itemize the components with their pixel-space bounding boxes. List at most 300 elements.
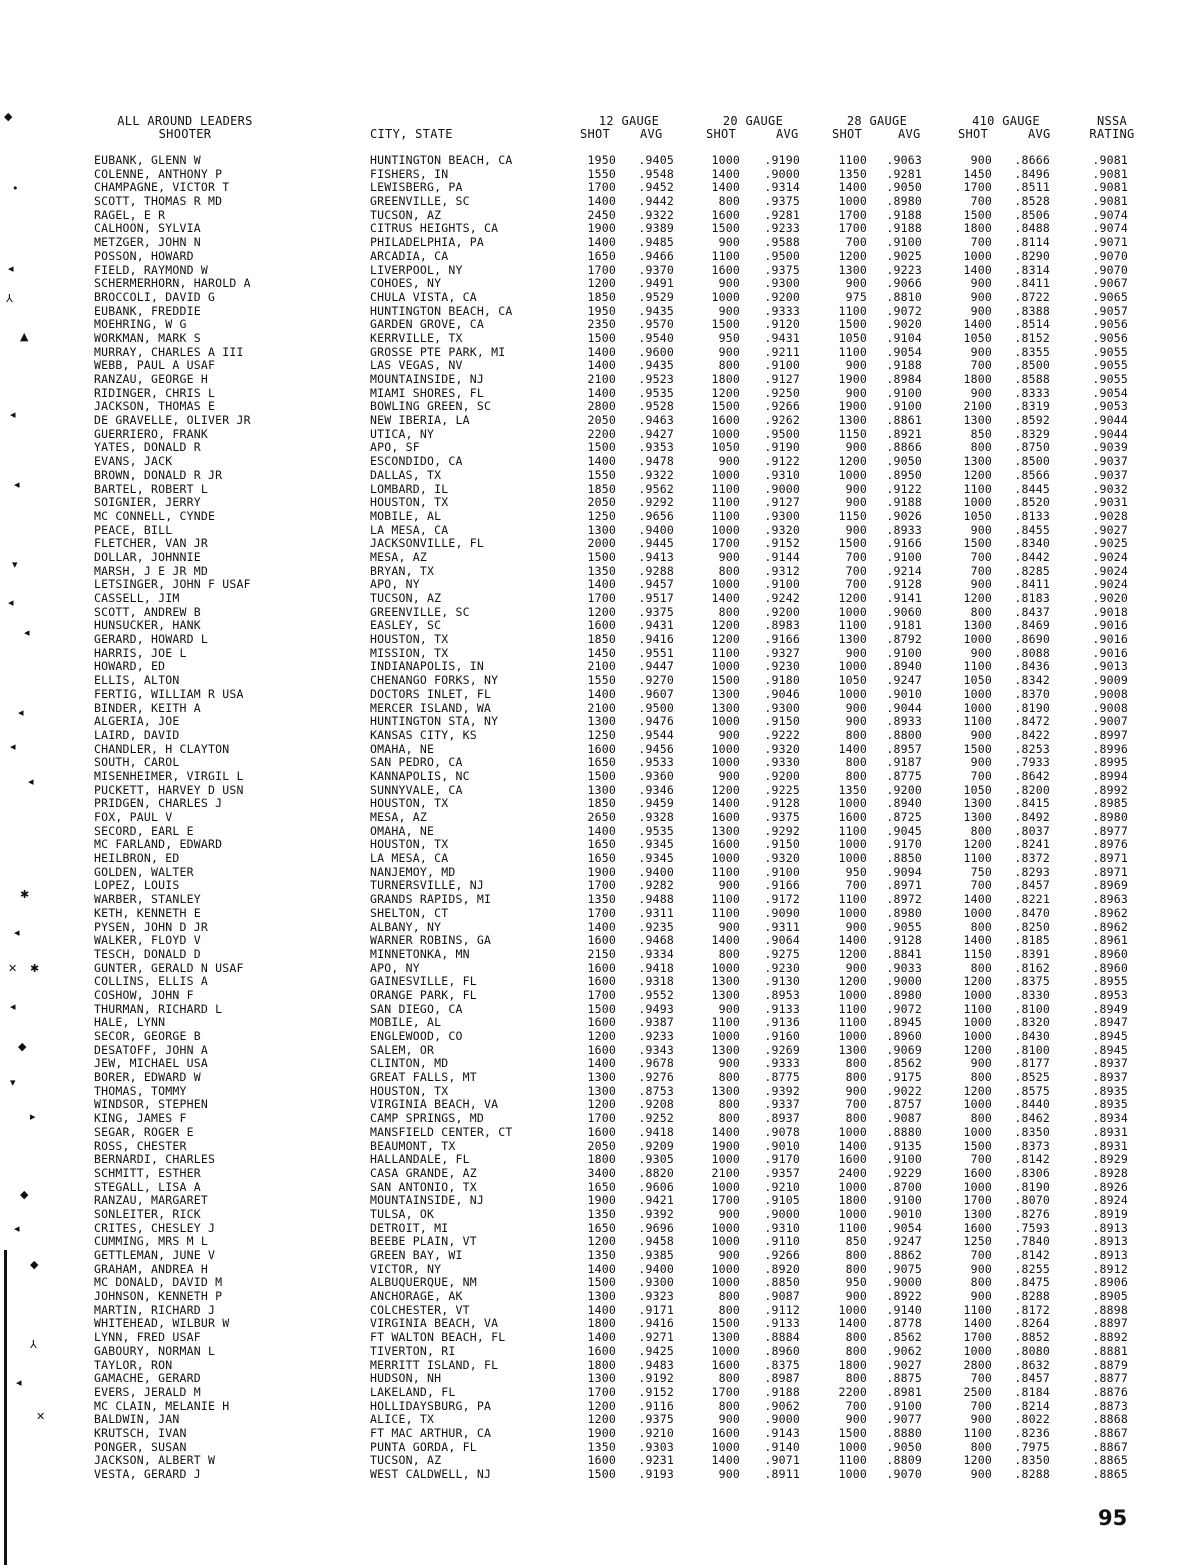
nssa-rating: .9028 (1092, 508, 1128, 523)
gauge-410-avg: .8469 (1014, 618, 1050, 633)
gauge-410-avg: .7593 (1014, 1220, 1050, 1235)
gauge-12-shot: 1700 (587, 591, 616, 605)
shooter-name: WEBB, PAUL A USAF (94, 358, 216, 373)
margin-mark: ⅄ (30, 1338, 37, 1351)
gauge-28-avg: .9188 (886, 221, 922, 236)
gauge-12-shot: 1400 (587, 194, 616, 209)
city-state: ORANGE PARK, FL (370, 987, 477, 1002)
gauge-28-avg: .8562 (886, 1330, 922, 1345)
gauge-12-avg: .9483 (638, 1357, 674, 1372)
nssa-rating: .9024 (1092, 549, 1128, 564)
gauge-20-shot: 1300 (711, 1042, 740, 1057)
gauge-28-avg: .9104 (886, 330, 922, 345)
nssa-rating: .9039 (1092, 440, 1128, 455)
gauge-12-avg: .9435 (638, 303, 674, 318)
gauge-28-avg: .9100 (886, 645, 922, 660)
gauge-12-shot: 1300 (587, 1070, 616, 1085)
table-row (0, 688, 1200, 702)
gauge-28-shot: 1000 (838, 686, 867, 701)
gauge-28-shot: 800 (845, 1371, 867, 1386)
gauge-28-avg: .9247 (886, 1234, 922, 1249)
gauge-12-avg: .9478 (638, 454, 674, 469)
gauge-28-shot: 1100 (838, 618, 867, 633)
gauge-28-avg: .8866 (886, 440, 922, 455)
table-row (0, 852, 1200, 866)
margin-mark: ◂ (14, 478, 20, 491)
gauge-20-shot: 1700 (711, 1193, 740, 1208)
shooter-name: ELLIS, ALTON (94, 673, 180, 688)
gauge-410-avg: .8329 (1014, 426, 1050, 441)
gauge-12-shot: 1850 (587, 632, 616, 647)
table-row (0, 168, 1200, 182)
table-row (0, 1016, 1200, 1030)
table-row (0, 1263, 1200, 1277)
gauge-28-avg: .9050 (886, 454, 922, 469)
gauge-20-shot: 1300 (711, 987, 740, 1002)
gauge-12-avg: .9463 (638, 413, 674, 428)
gauge-28-avg: .9072 (886, 1001, 922, 1016)
table-row (0, 1454, 1200, 1468)
gauge-20-shot: 1100 (711, 645, 740, 660)
gauge-410-shot: 700 (970, 1152, 992, 1167)
gauge-28-avg: .8980 (886, 194, 922, 209)
gauge-410-avg: .8200 (1014, 782, 1050, 797)
gauge-20-avg: .9320 (764, 741, 800, 756)
gauge-12-avg: .9328 (638, 810, 674, 824)
table-row (0, 989, 1200, 1003)
table-row (0, 1044, 1200, 1058)
gauge-410-shot: 1700 (963, 1193, 992, 1208)
city-state: CHULA VISTA, CA (370, 289, 477, 304)
city-state: NANJEMOY, MD (370, 864, 456, 879)
gauge-410-shot: 700 (970, 194, 992, 209)
city-state: ARCADIA, CA (370, 248, 449, 263)
gauge-20-avg: .9127 (764, 495, 800, 510)
gauge-410-avg: .8221 (1014, 892, 1050, 907)
gauge-12-avg: .9529 (638, 289, 674, 304)
nssa-rating: .8873 (1092, 1398, 1128, 1413)
table-row (0, 565, 1200, 579)
gauge-410-shot: 1300 (963, 618, 992, 633)
shooter-name: KETH, KENNETH E (94, 905, 201, 920)
gauge-28-shot: 1700 (838, 221, 867, 236)
gauge-28-shot: 1100 (838, 1220, 867, 1235)
city-state: ENGLEWOOD, CO (370, 1029, 463, 1043)
gauge-28-avg: .9069 (886, 1042, 922, 1057)
gauge-410-shot: 700 (970, 768, 992, 783)
gauge-410-shot: 1000 (963, 905, 992, 920)
gauge-410-avg: .8355 (1014, 344, 1050, 359)
gauge-28-avg: .8810 (886, 289, 922, 304)
column-header-12-shot: SHOT (580, 127, 611, 141)
shooter-name: FOX, PAUL V (94, 810, 173, 824)
gauge-410-shot: 1100 (963, 659, 992, 674)
gauge-20-avg: .9071 (764, 1453, 800, 1468)
gauge-20-avg: .9172 (764, 892, 800, 907)
nssa-rating: .8865 (1092, 1453, 1128, 1468)
column-header-20-gauge: 20 GAUGE (722, 114, 784, 128)
table-row (0, 1003, 1200, 1017)
gauge-12-avg: .9400 (638, 522, 674, 537)
gauge-410-avg: .8488 (1014, 221, 1050, 236)
nssa-rating: .9055 (1092, 358, 1128, 373)
shooter-name: CHAMPAGNE, VICTOR T (94, 180, 230, 195)
gauge-28-avg: .9063 (886, 153, 922, 167)
gauge-12-shot: 1350 (587, 892, 616, 907)
gauge-12-shot: 1300 (587, 714, 616, 729)
shooter-name: SEGAR, ROGER E (94, 1124, 194, 1139)
shooter-name: RANZAU, MARGARET (94, 1193, 208, 1208)
gauge-12-avg: .9456 (638, 741, 674, 756)
gauge-28-shot: 1050 (838, 330, 867, 345)
gauge-410-avg: .8152 (1014, 330, 1050, 345)
gauge-410-shot: 1300 (963, 413, 992, 428)
nssa-rating: .8992 (1092, 782, 1128, 797)
gauge-12-shot: 2000 (587, 536, 616, 551)
gauge-410-avg: .8253 (1014, 741, 1050, 756)
table-row (0, 647, 1200, 661)
gauge-28-avg: .9223 (886, 262, 922, 277)
city-state: MOUNTAINSIDE, NJ (370, 372, 484, 386)
gauge-410-avg: .8475 (1014, 1275, 1050, 1290)
table-row (0, 1235, 1200, 1249)
gauge-28-avg: .8972 (886, 892, 922, 907)
gauge-20-avg: .9327 (764, 645, 800, 660)
gauge-12-shot: 1650 (587, 851, 616, 866)
table-row (0, 1153, 1200, 1167)
gauge-410-shot: 1000 (963, 248, 992, 263)
table-row (0, 1290, 1200, 1304)
gauge-410-avg: .8457 (1014, 1371, 1050, 1386)
gauge-12-shot: 1500 (587, 768, 616, 783)
gauge-28-shot: 1000 (838, 1206, 867, 1221)
gauge-20-avg: .9375 (764, 810, 800, 824)
gauge-28-shot: 1400 (838, 741, 867, 756)
gauge-28-shot: 900 (845, 385, 867, 400)
nssa-rating: .9044 (1092, 426, 1128, 441)
shooter-name: COLENNE, ANTHONY P (94, 166, 223, 181)
shooter-name: EVERS, JERALD M (94, 1384, 201, 1399)
gauge-20-shot: 900 (718, 1248, 740, 1262)
gauge-28-shot: 1100 (838, 344, 867, 359)
table-row (0, 606, 1200, 620)
nssa-rating: .8934 (1092, 1111, 1128, 1126)
shooter-name: LETSINGER, JOHN F USAF (94, 577, 251, 592)
gauge-12-avg: .9385 (638, 1248, 674, 1262)
table-row (0, 441, 1200, 455)
gauge-12-avg: .9431 (638, 618, 674, 633)
gauge-28-avg: .9055 (886, 919, 922, 934)
gauge-20-avg: .9200 (764, 768, 800, 783)
gauge-20-shot: 1000 (711, 714, 740, 729)
gauge-12-shot: 1400 (587, 385, 616, 400)
gauge-20-shot: 1500 (711, 317, 740, 332)
gauge-20-avg: .9136 (764, 1015, 800, 1030)
gauge-410-shot: 1000 (963, 1179, 992, 1194)
gauge-20-avg: .9337 (764, 1097, 800, 1112)
gauge-28-avg: .8562 (886, 1056, 922, 1071)
gauge-20-shot: 1500 (711, 399, 740, 414)
gauge-12-avg: .9418 (638, 1124, 674, 1139)
gauge-20-shot: 1000 (711, 741, 740, 756)
nssa-rating: .9070 (1092, 248, 1128, 263)
gauge-12-shot: 1600 (587, 1124, 616, 1139)
gauge-28-shot: 900 (845, 440, 867, 455)
gauge-20-shot: 800 (718, 604, 740, 619)
gauge-20-avg: .9266 (764, 399, 800, 414)
city-state: DETROIT, MI (370, 1220, 449, 1235)
gauge-20-avg: .9275 (764, 946, 800, 961)
table-row (0, 934, 1200, 948)
gauge-12-avg: .9152 (638, 1384, 674, 1399)
gauge-20-avg: .8953 (764, 987, 800, 1002)
gauge-20-shot: 1000 (711, 1152, 740, 1167)
shooter-name: HARRIS, JOE L (94, 645, 187, 660)
gauge-20-avg: .9311 (764, 919, 800, 934)
gauge-12-shot: 1700 (587, 1384, 616, 1399)
gauge-410-avg: .8472 (1014, 714, 1050, 729)
gauge-12-shot: 2350 (587, 317, 616, 332)
gauge-12-avg: .9370 (638, 262, 674, 277)
gauge-20-avg: .9062 (764, 1398, 800, 1413)
gauge-410-shot: 800 (970, 919, 992, 934)
table-row (0, 907, 1200, 921)
gauge-28-shot: 1200 (838, 974, 867, 989)
table-row (0, 756, 1200, 770)
shooter-name: GERARD, HOWARD L (94, 632, 208, 647)
table-row (0, 893, 1200, 907)
gauge-20-avg: .9010 (764, 1138, 800, 1153)
gauge-12-shot: 1400 (587, 1261, 616, 1276)
gauge-28-shot: 1000 (838, 604, 867, 619)
gauge-410-avg: .8100 (1014, 1001, 1050, 1016)
nssa-rating: .8969 (1092, 878, 1128, 893)
gauge-20-shot: 1000 (711, 1261, 740, 1276)
gauge-20-avg: .8775 (764, 1070, 800, 1085)
city-state: TUCSON, AZ (370, 591, 442, 605)
city-state: HOUSTON, TX (370, 837, 449, 852)
gauge-20-shot: 1100 (711, 892, 740, 907)
table-row (0, 592, 1200, 606)
table-row (0, 250, 1200, 264)
margin-mark: ◂ (10, 408, 16, 421)
city-state: SUNNYVALE, CA (370, 782, 463, 797)
gauge-410-shot: 1150 (963, 946, 992, 961)
shooter-name: CUMMING, MRS M L (94, 1234, 208, 1249)
gauge-12-shot: 1400 (587, 454, 616, 469)
gauge-28-avg: .9100 (886, 235, 922, 250)
shooter-name: WALKER, FLOYD V (94, 933, 201, 948)
gauge-410-avg: .8588 (1014, 372, 1050, 386)
gauge-12-avg: .9400 (638, 864, 674, 879)
shooter-name: SCOTT, ANDREW B (94, 604, 201, 619)
column-header-shooter: SHOOTER (158, 127, 212, 141)
nssa-rating: .9081 (1092, 153, 1128, 167)
gauge-20-shot: 1500 (711, 673, 740, 688)
nssa-rating: .8980 (1092, 810, 1128, 824)
gauge-28-shot: 1000 (838, 659, 867, 674)
gauge-28-shot: 1900 (838, 372, 867, 386)
gauge-12-shot: 1400 (587, 235, 616, 250)
gauge-20-avg: .9310 (764, 467, 800, 482)
city-state: OMAHA, NE (370, 823, 435, 838)
table-row (0, 400, 1200, 414)
gauge-410-shot: 900 (970, 385, 992, 400)
gauge-12-avg: .9209 (638, 1138, 674, 1153)
gauge-20-shot: 800 (718, 1371, 740, 1386)
gauge-410-shot: 900 (970, 577, 992, 592)
gauge-12-shot: 2050 (587, 495, 616, 510)
nssa-rating: .8913 (1092, 1220, 1128, 1235)
table-row (0, 1126, 1200, 1140)
gauge-20-shot: 1400 (711, 933, 740, 948)
gauge-12-avg: .9418 (638, 960, 674, 975)
city-state: GARDEN GROVE, CA (370, 317, 484, 332)
shooter-name: EUBANK, GLENN W (94, 153, 201, 167)
shooter-name: SECORD, EARL E (94, 823, 194, 838)
gauge-12-avg: .9442 (638, 194, 674, 209)
shooter-name: RAGEL, E R (94, 207, 166, 222)
city-state: APO, NY (370, 577, 420, 592)
gauge-20-shot: 900 (718, 1056, 740, 1071)
gauge-12-shot: 1900 (587, 864, 616, 879)
table-row (0, 236, 1200, 250)
gauge-12-avg: .9413 (638, 549, 674, 564)
gauge-410-shot: 1300 (963, 454, 992, 469)
gauge-20-shot: 1800 (711, 372, 740, 386)
gauge-28-shot: 1000 (838, 1029, 867, 1043)
gauge-410-avg: .8492 (1014, 810, 1050, 824)
gauge-20-avg: .9122 (764, 454, 800, 469)
nssa-rating: .9027 (1092, 522, 1128, 537)
gauge-28-avg: .9141 (886, 591, 922, 605)
gauge-12-avg: .9551 (638, 645, 674, 660)
table-row (0, 770, 1200, 784)
gauge-28-avg: .9066 (886, 276, 922, 291)
gauge-410-shot: 700 (970, 1248, 992, 1262)
gauge-20-avg: .9292 (764, 823, 800, 838)
gauge-12-avg: .9606 (638, 1179, 674, 1194)
gauge-28-avg: .8792 (886, 632, 922, 647)
gauge-12-shot: 1950 (587, 153, 616, 167)
gauge-28-avg: .8880 (886, 1425, 922, 1440)
shooter-name: MISENHEIMER, VIRGIL L (94, 768, 244, 783)
shooter-name: JEW, MICHAEL USA (94, 1056, 208, 1071)
gauge-410-shot: 1050 (963, 782, 992, 797)
gauge-28-shot: 800 (845, 768, 867, 783)
gauge-28-avg: .9054 (886, 1220, 922, 1235)
gauge-20-avg: .9242 (764, 591, 800, 605)
table-row (0, 1222, 1200, 1236)
gauge-28-shot: 1400 (838, 180, 867, 195)
gauge-12-shot: 1600 (587, 1343, 616, 1358)
city-state: DOCTORS INLET, FL (370, 686, 492, 701)
gauge-20-avg: .9120 (764, 317, 800, 332)
gauge-20-avg: .8911 (764, 1467, 800, 1481)
city-state: HOUSTON, TX (370, 495, 449, 510)
table-row (0, 1317, 1200, 1331)
gauge-20-shot: 800 (718, 1097, 740, 1112)
gauge-12-avg: .9435 (638, 358, 674, 373)
gauge-12-avg: .9485 (638, 235, 674, 250)
gauge-410-avg: .8750 (1014, 440, 1050, 455)
city-state: MIAMI SHORES, FL (370, 385, 484, 400)
gauge-20-shot: 1000 (711, 1220, 740, 1235)
gauge-20-shot: 1000 (711, 577, 740, 592)
gauge-12-shot: 1800 (587, 1357, 616, 1372)
margin-mark: • (12, 182, 19, 195)
gauge-20-avg: .9330 (764, 755, 800, 770)
gauge-28-avg: .9122 (886, 481, 922, 496)
gauge-20-shot: 1400 (711, 1124, 740, 1139)
gauge-410-avg: .8290 (1014, 248, 1050, 263)
gauge-410-shot: 700 (970, 235, 992, 250)
column-header-410-gauge: 410 GAUGE (972, 114, 1040, 128)
nssa-rating: .9037 (1092, 454, 1128, 469)
nssa-rating: .9007 (1092, 714, 1128, 729)
gauge-12-avg: .9540 (638, 330, 674, 345)
gauge-20-avg: .9310 (764, 1220, 800, 1235)
city-state: SAN DIEGO, CA (370, 1001, 463, 1016)
table-row (0, 1304, 1200, 1318)
gauge-28-avg: .8841 (886, 946, 922, 961)
city-state: SALEM, OR (370, 1042, 435, 1057)
gauge-28-shot: 800 (845, 1248, 867, 1262)
gauge-20-shot: 1300 (711, 823, 740, 838)
gauge-410-avg: .8255 (1014, 1261, 1050, 1276)
city-state: FT MAC ARTHUR, CA (370, 1425, 492, 1440)
gauge-28-avg: .8971 (886, 878, 922, 893)
gauge-20-shot: 1300 (711, 700, 740, 715)
gauge-12-shot: 1700 (587, 180, 616, 195)
gauge-410-shot: 1700 (963, 1330, 992, 1345)
gauge-12-shot: 1300 (587, 1289, 616, 1304)
gauge-410-avg: .8445 (1014, 481, 1050, 496)
gauge-12-shot: 1700 (587, 987, 616, 1002)
gauge-20-shot: 1000 (711, 1343, 740, 1358)
gauge-12-avg: .9570 (638, 317, 674, 332)
gauge-410-shot: 900 (970, 289, 992, 304)
gauge-12-avg: .9468 (638, 933, 674, 948)
gauge-28-avg: .8757 (886, 1097, 922, 1112)
nssa-rating: .8949 (1092, 1001, 1128, 1016)
gauge-410-avg: .8241 (1014, 837, 1050, 852)
gauge-20-avg: .9133 (764, 1001, 800, 1016)
gauge-20-shot: 900 (718, 235, 740, 250)
gauge-410-shot: 1200 (963, 467, 992, 482)
gauge-20-avg: .9300 (764, 276, 800, 291)
shooter-name: MOEHRING, W G (94, 317, 187, 332)
gauge-410-avg: .8500 (1014, 454, 1050, 469)
gauge-20-shot: 1100 (711, 864, 740, 879)
gauge-410-shot: 900 (970, 344, 992, 359)
nssa-rating: .8945 (1092, 1029, 1128, 1043)
nssa-rating: .8906 (1092, 1275, 1128, 1290)
gauge-28-avg: .8880 (886, 1124, 922, 1139)
gauge-20-avg: .9078 (764, 1124, 800, 1139)
gauge-28-avg: .9062 (886, 1343, 922, 1358)
gauge-28-avg: .8933 (886, 522, 922, 537)
gauge-20-avg: .9211 (764, 344, 800, 359)
gauge-410-avg: .8442 (1014, 549, 1050, 564)
gauge-12-shot: 1550 (587, 673, 616, 688)
city-state: VIRGINIA BEACH, VA (370, 1316, 499, 1331)
gauge-12-shot: 2800 (587, 399, 616, 414)
city-state: GRANDS RAPIDS, MI (370, 892, 492, 907)
gauge-12-avg: .9389 (638, 221, 674, 236)
gauge-12-shot: 1650 (587, 1179, 616, 1194)
gauge-12-avg: .9562 (638, 481, 674, 496)
